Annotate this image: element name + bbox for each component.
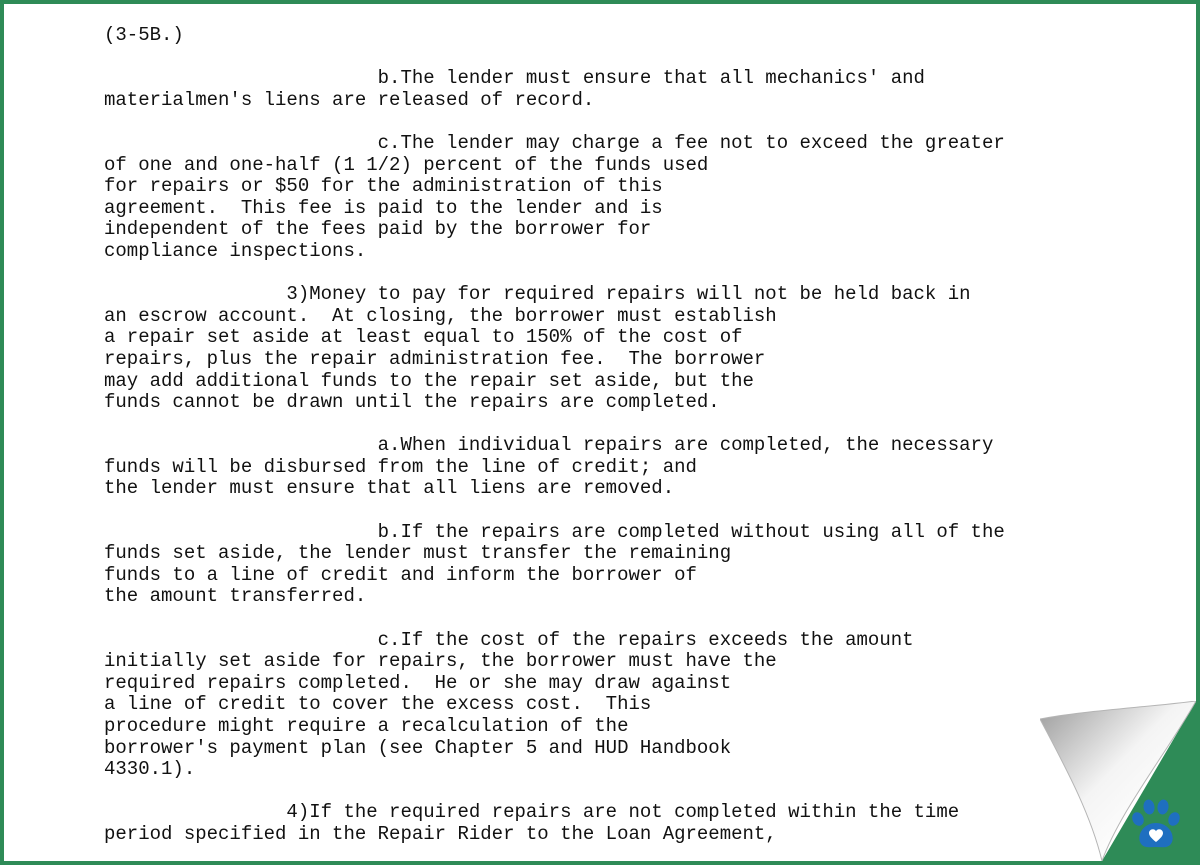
document-line: compliance inspections. [104, 239, 367, 262]
document-line: a line of credit to cover the excess cost. This [104, 693, 652, 716]
document-line: a.When individual repairs are completed, the necessary [104, 434, 994, 457]
document-line: b.If the repairs are completed without using all of the [104, 520, 1005, 543]
document-line [104, 414, 1064, 436]
document-line: funds will be disbursed from the line of credit; and [104, 455, 697, 478]
document-line: of one and one-half (1 1/2) percent of the funds used [104, 153, 709, 176]
document-line [104, 47, 1064, 69]
document-line: materialmen's liens are released of record. [104, 88, 595, 111]
document-line: 3)Money to pay for required repairs will not be held back in [104, 283, 971, 306]
document-line: 4)If the required repairs are not completed within the time [104, 801, 960, 824]
document-line: funds set aside, the lender must transfer the remaining [104, 542, 732, 565]
document-line: funds to a line of credit and inform the borrower of [104, 563, 697, 586]
document-line: a repair set aside at least equal to 150% of the cost of [104, 326, 743, 349]
document-line: initially set aside for repairs, the borrower must have the [104, 650, 777, 673]
document-line: c.If the cost of the repairs exceeds the amount [104, 628, 914, 651]
document-line: may add additional funds to the repair set aside, but the [104, 369, 754, 392]
document-line: period specified in the Repair Rider to the Loan Agreement, [104, 822, 777, 845]
document-line [104, 608, 1064, 630]
document-line: borrower's payment plan (see Chapter 5 and HUD Handbook [104, 736, 732, 759]
document-line: an escrow account. At closing, the borrower must establish [104, 304, 777, 327]
document-line: c.The lender may charge a fee not to exceed the greater [104, 131, 1005, 154]
document-line: funds cannot be drawn until the repairs are completed. [104, 391, 720, 414]
document-line: independent of the fees paid by the borrower for [104, 218, 652, 241]
document-line [104, 263, 1064, 285]
document-line: b.The lender must ensure that all mechanics' and [104, 67, 925, 90]
document-line: procedure might require a recalculation of the [104, 715, 629, 737]
document-line: (3-5B.) [104, 24, 184, 46]
document-line [104, 781, 1064, 803]
document-line: the amount transferred. [104, 585, 367, 608]
paw-heart-icon [1128, 797, 1184, 853]
document-line: for repairs or $50 for the administration of this [104, 175, 663, 198]
document-line [104, 111, 1064, 133]
document-line: required repairs completed. He or she may draw against [104, 671, 732, 694]
document-line [104, 500, 1064, 522]
document-line: the lender must ensure that all liens are removed. [104, 477, 675, 500]
document-line: repairs, plus the repair administration fee. The borrower [104, 347, 766, 370]
document-line: agreement. This fee is paid to the lender and is [104, 196, 663, 219]
document-text [104, 25, 1064, 846]
document-line: 4330.1). [104, 758, 196, 781]
